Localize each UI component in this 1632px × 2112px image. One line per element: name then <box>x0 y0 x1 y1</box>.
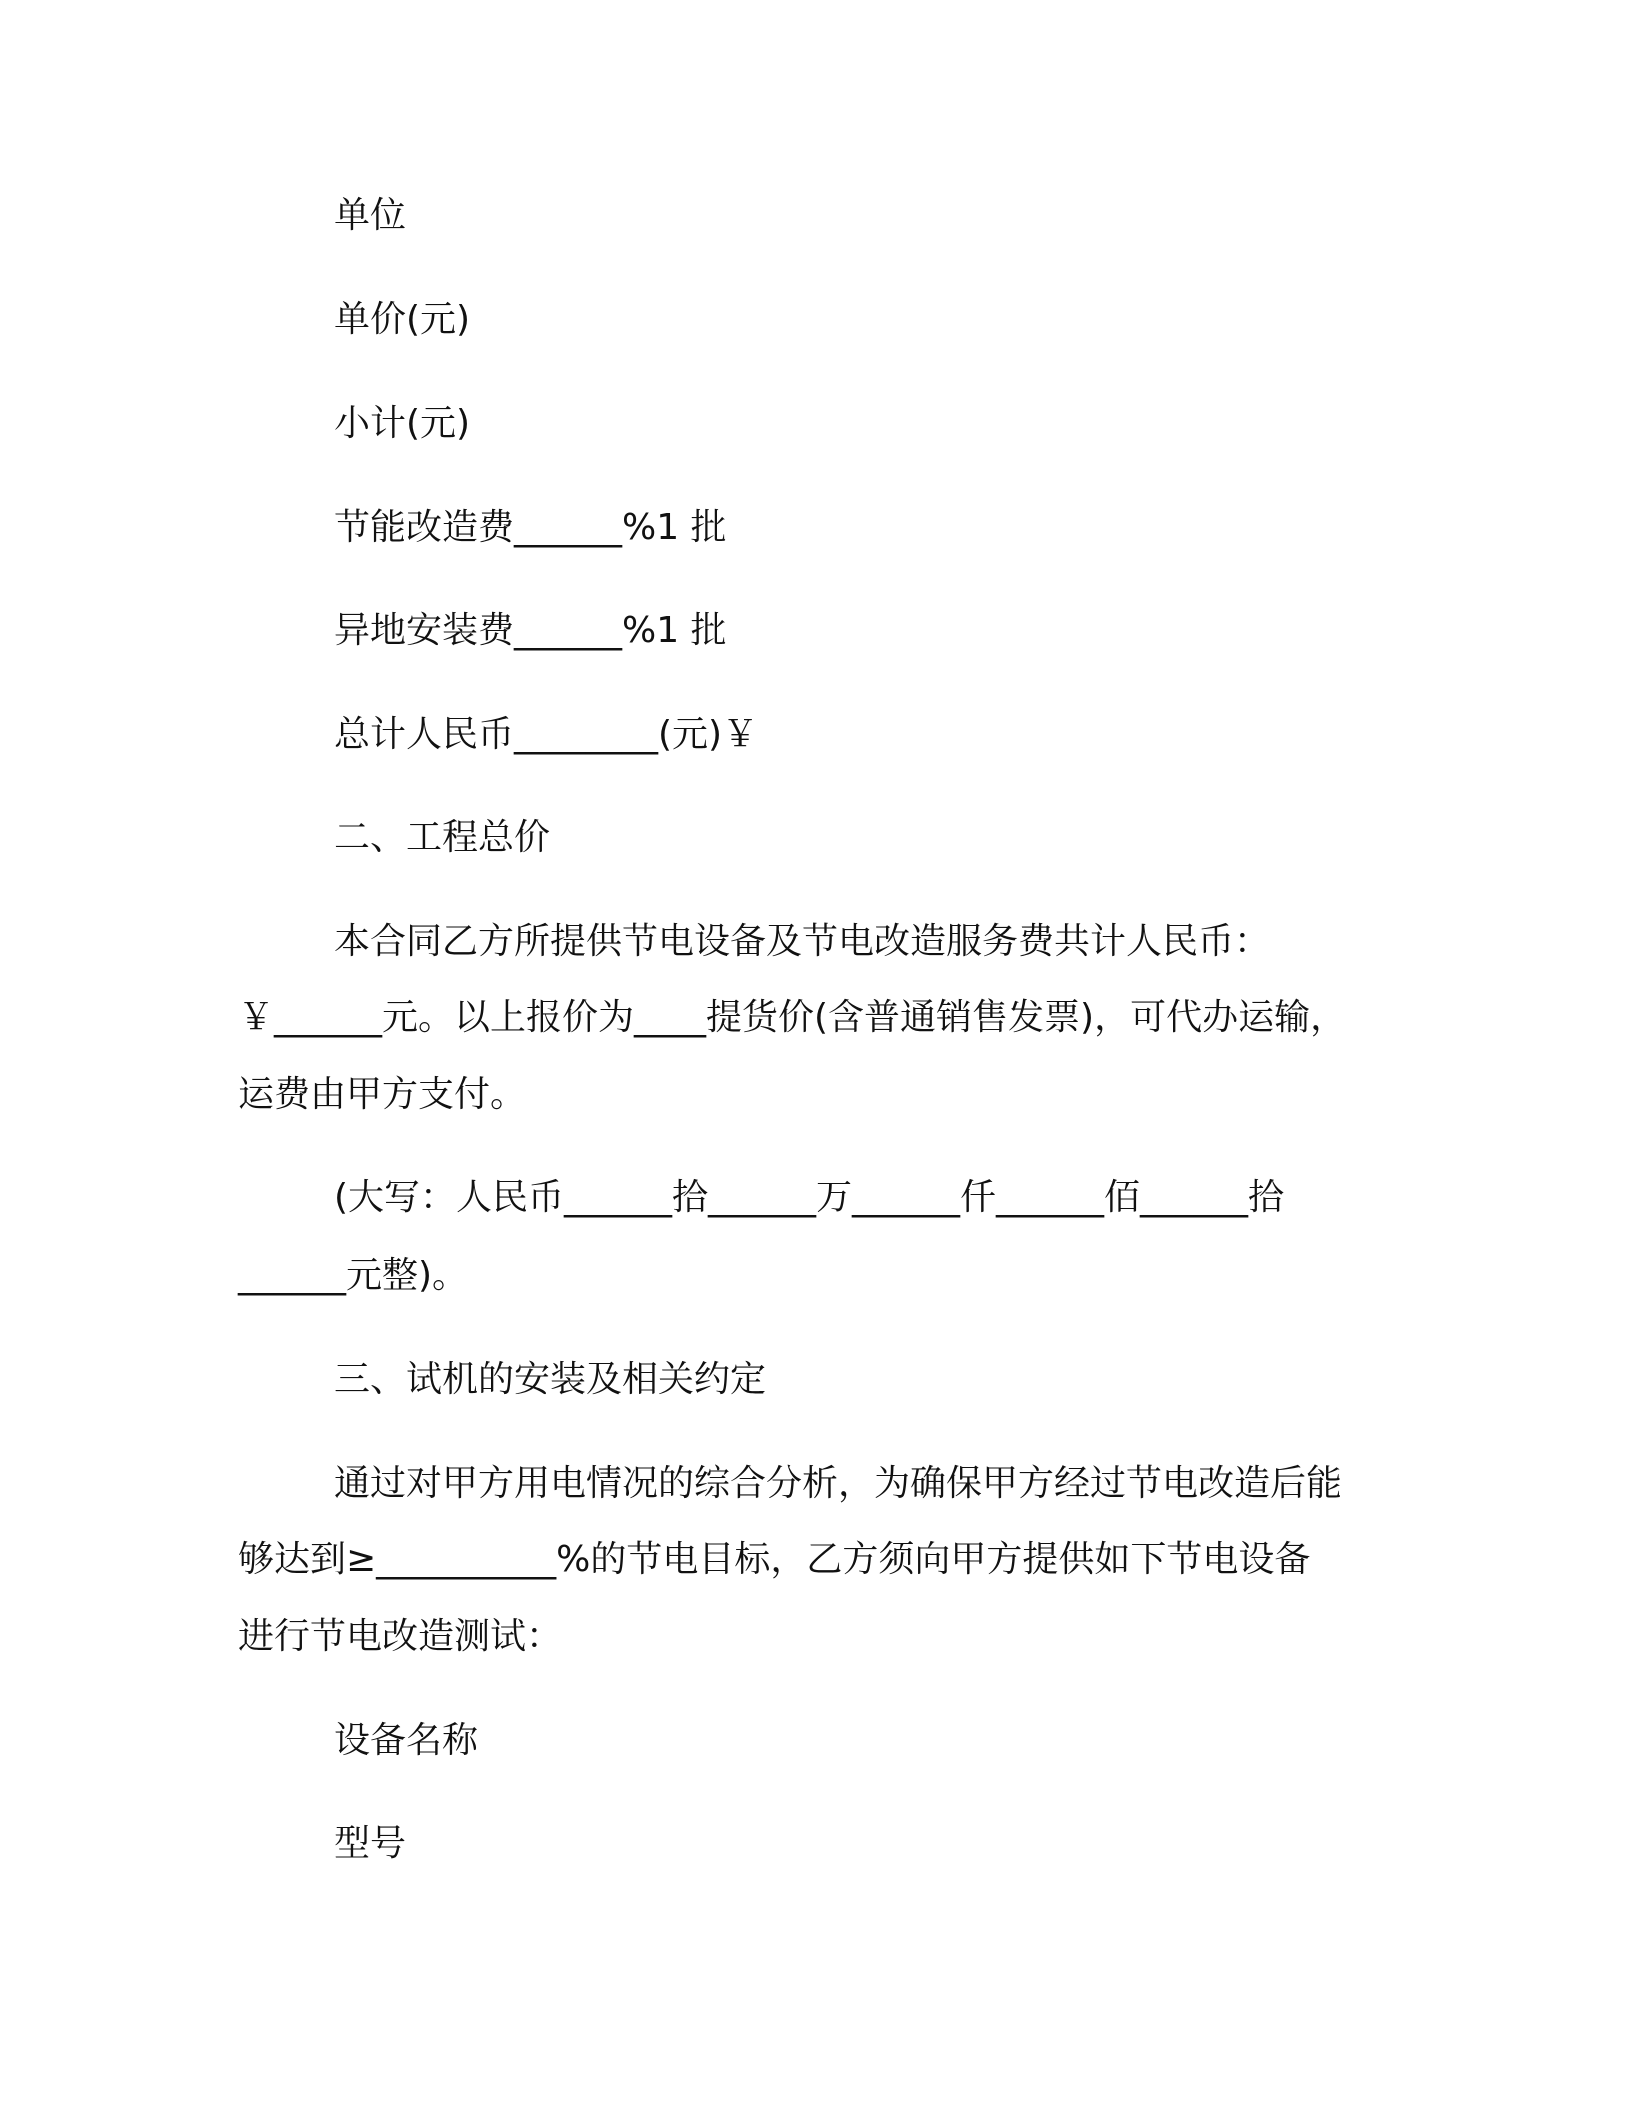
paragraph-test-line-1: 通过对甲方用电情况的综合分析，为确保甲方经过节电改造后能 <box>334 1463 1343 1504</box>
paragraph-amount-line-2: ______元整)。 <box>238 1255 469 1296</box>
item-subtotal: 小计(元) <box>334 403 471 444</box>
item-unit: 单位 <box>334 195 407 236</box>
paragraph-price-line-3: 运费由甲方支付。 <box>238 1074 527 1115</box>
item-unit-price: 单价(元) <box>334 299 471 340</box>
section-heading-3: 三、试机的安装及相关约定 <box>334 1359 767 1400</box>
item-model: 型号 <box>334 1823 407 1864</box>
item-total-rmb: 总计人民币________(元)￥ <box>334 714 759 755</box>
item-installation-fee: 异地安装费______%1 批 <box>334 610 727 651</box>
section-heading-2: 二、工程总价 <box>334 817 551 858</box>
item-device-name: 设备名称 <box>334 1720 479 1761</box>
item-retrofit-fee: 节能改造费______%1 批 <box>334 507 727 548</box>
paragraph-amount-line-1: (大写：人民币______拾______万______仟______佰______拾 <box>334 1177 1285 1218</box>
paragraph-price-line-1: 本合同乙方所提供节电设备及节电改造服务费共计人民币： <box>334 921 1271 962</box>
paragraph-price-line-2: ￥______元。以上报价为____提货价(含普通销售发票)，可代办运输， <box>238 997 1347 1038</box>
paragraph-test-line-3: 进行节电改造测试： <box>238 1616 563 1657</box>
paragraph-test-line-2: 够达到≥__________%的节电目标，乙方须向甲方提供如下节电设备 <box>238 1539 1311 1580</box>
